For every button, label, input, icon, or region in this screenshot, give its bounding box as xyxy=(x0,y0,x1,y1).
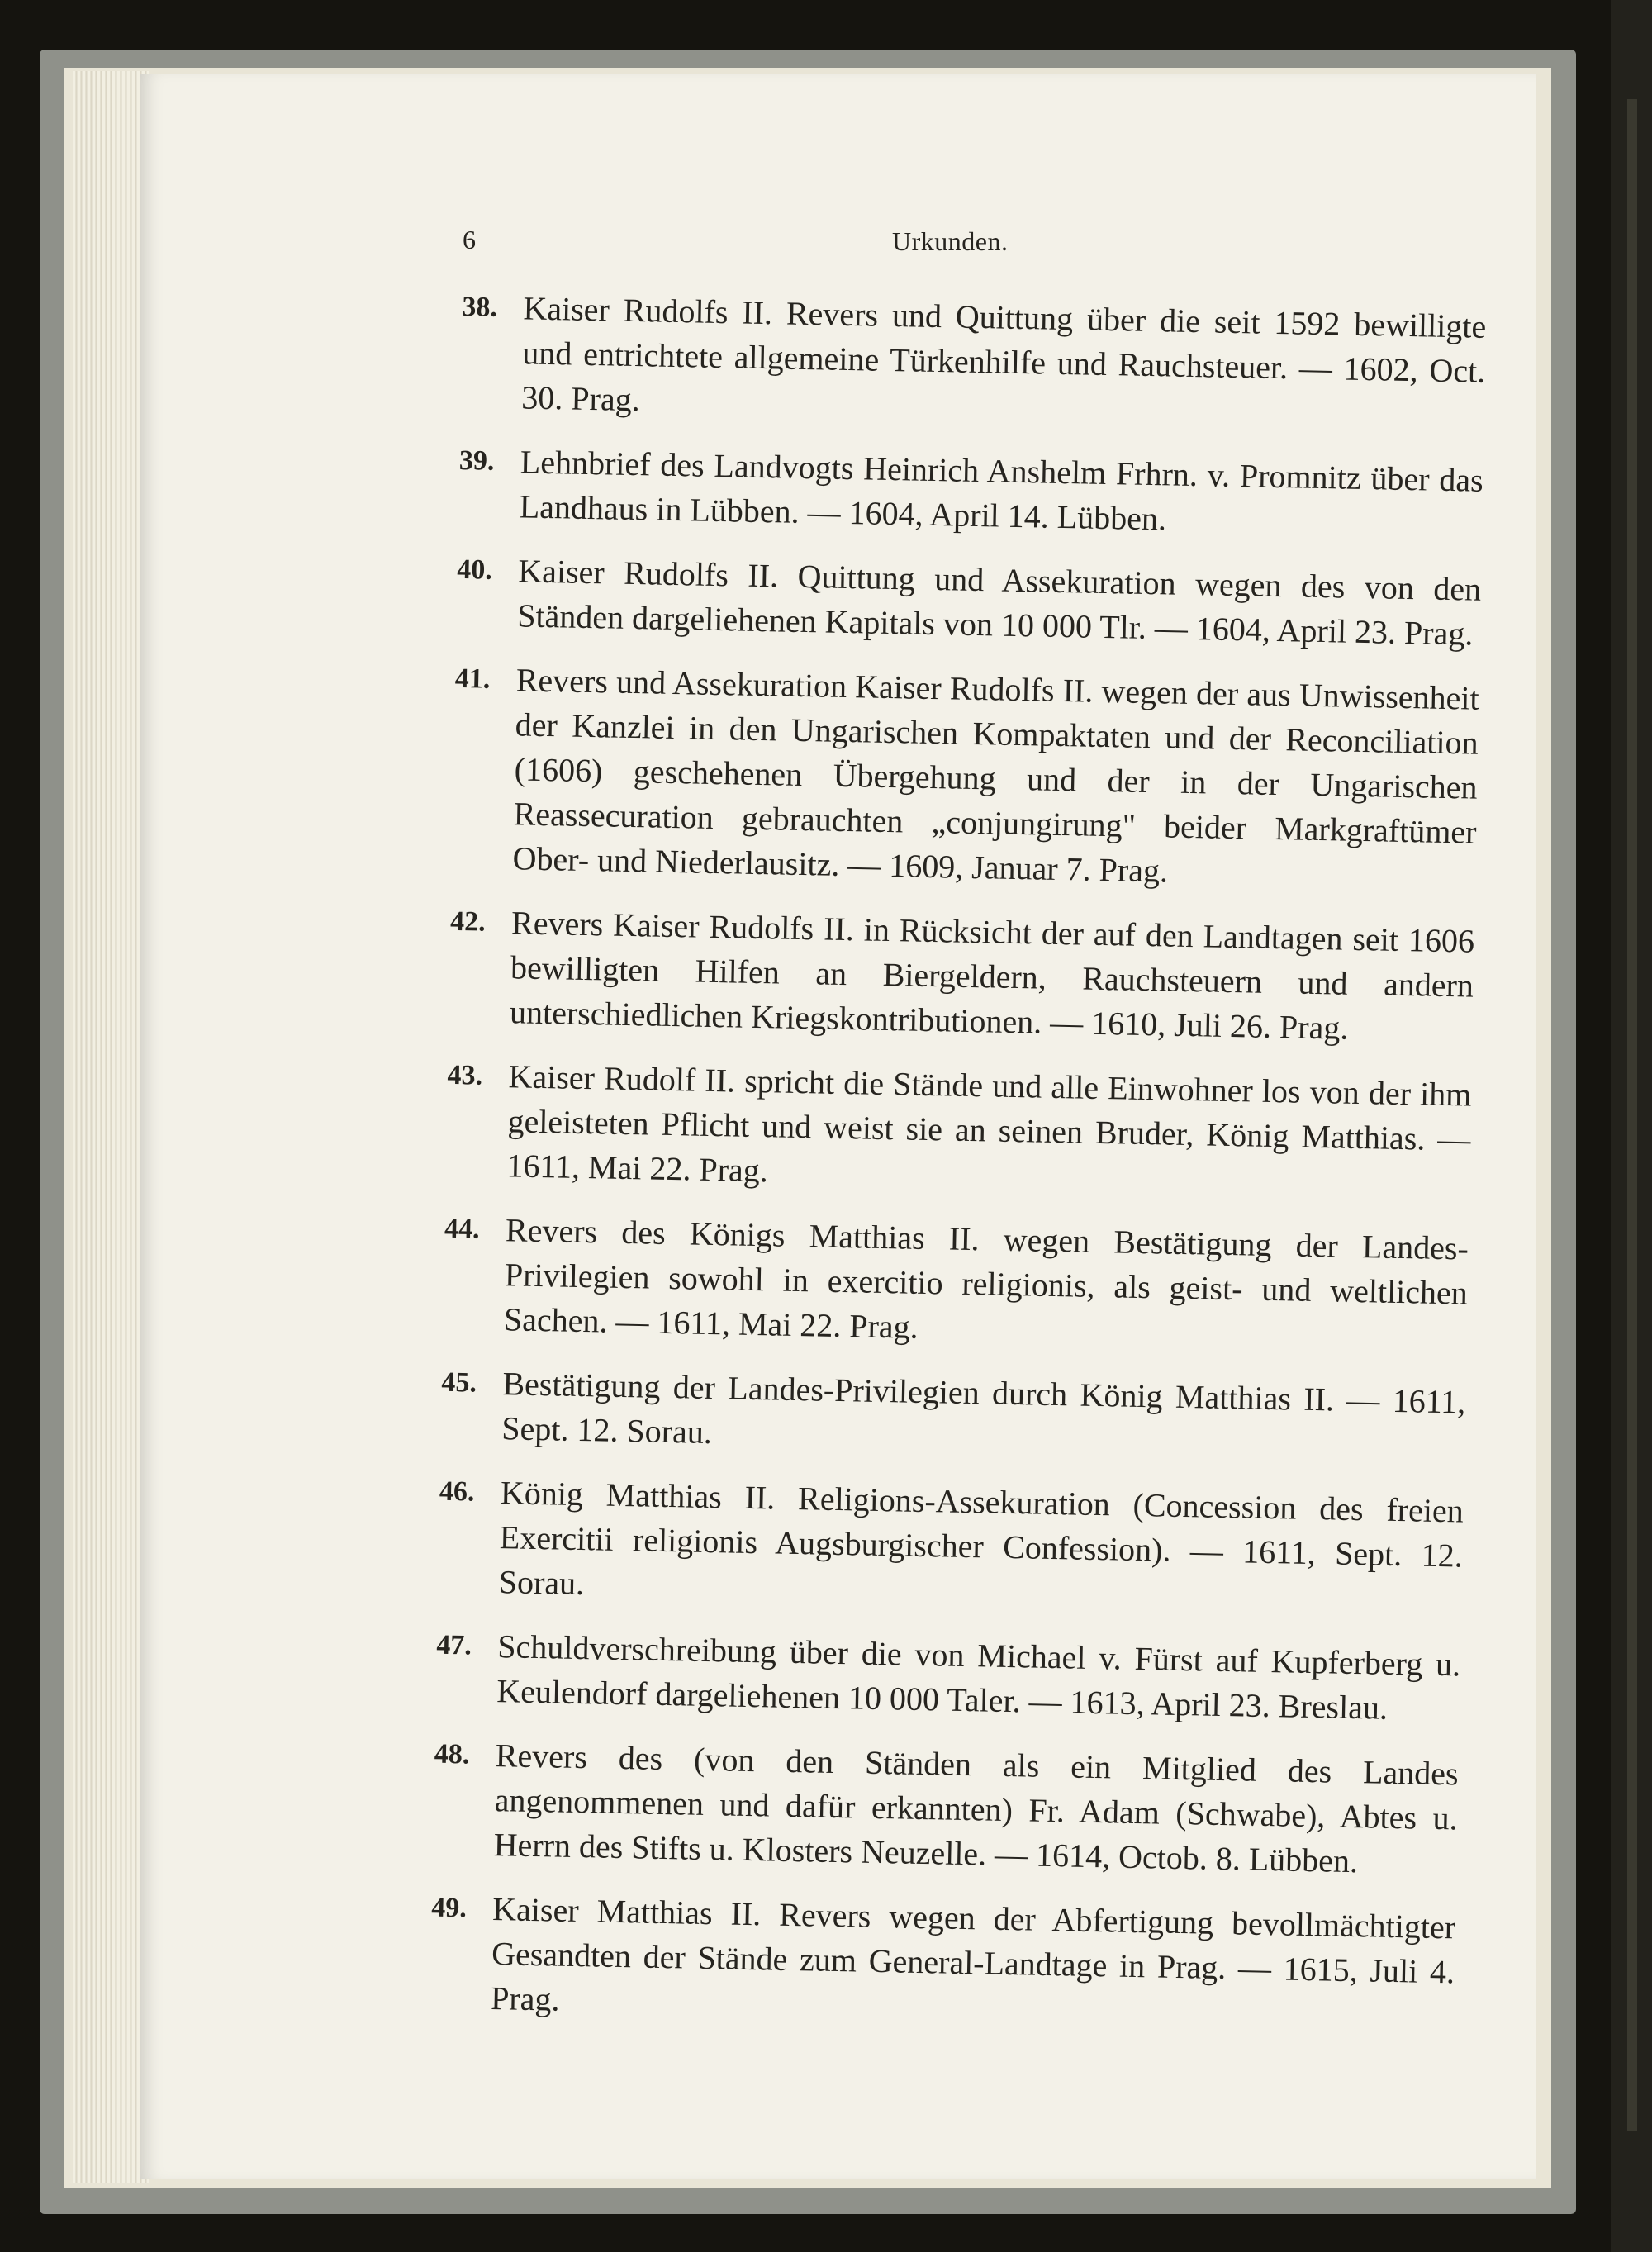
section-title: Urkunden. xyxy=(892,226,1009,256)
entry-number: 41. xyxy=(454,663,491,695)
page-number: 6 xyxy=(463,225,477,254)
entry-text: Lehnbrief des Landvogts Heinrich Anshelm Frhrn. v. Promnitz über das Landhaus in Lübben. — 1604, April 14. Lübben. xyxy=(519,443,1484,538)
entry-number: 43. xyxy=(447,1059,483,1091)
entry-text: Bestätigung der Landes-Privilegien durch König Matthias II. — 1611, Sept. 12. Sorau. xyxy=(501,1365,1466,1451)
entry-39 xyxy=(458,439,1483,548)
document-entry-list xyxy=(429,285,1487,2059)
entry-text: Schuldverschreibung über die von Michael v. Fürst auf Kupferberg u. Keulendorf dargeliehenen 10 000 Taler. — 1613, April 23. Breslau. xyxy=(496,1627,1461,1727)
entry-text: Revers und Assekuration Kaiser Rudolfs II. wegen der aus Unwissenheit der Kanzlei in den Ungarischen Kompaktaten und der Reconciliation (1606) geschehenen Übergehung und der in der Ungarischen Reassecuration gebrauchten „conjungirung" beider Markgraftümer Ober- und Niederlausitz. — 1609, Januar 7. Prag. xyxy=(512,661,1480,890)
facing-page-sliver xyxy=(1627,99,1637,2131)
entry-text: Revers des (von den Ständen als ein Mitglied des Landes angenommenen und dafür erkannten) Fr. Adam (Schwabe), Abtes u. Herrn des Stifts u. Klosters Neuzelle. — 1614, Octob. 8. Lübben. xyxy=(493,1737,1460,1880)
entry-number: 47. xyxy=(436,1629,472,1661)
entry-number: 40. xyxy=(457,553,493,586)
entry-text: Kaiser Rudolfs II. Quittung und Assekuration wegen des von den Ständen dargeliehenen Kapitals von 10 000 Tlr. — 1604, April 23. Prag. xyxy=(516,552,1482,653)
facing-page-edge xyxy=(1611,0,1652,2252)
entry-38 xyxy=(460,285,1487,439)
entry-47 xyxy=(435,1623,1461,1732)
entry-number: 45. xyxy=(441,1366,477,1399)
entry-number: 38. xyxy=(462,291,498,323)
entry-number: 49. xyxy=(430,1892,468,1924)
entry-text: Kaiser Rudolfs II. Revers und Quittung über die seit 1592 bewilligte und entrichtete allgemeine Türkenhilfe und Rauchsteuer. — 1602, Oct. 30. Prag. xyxy=(520,289,1487,419)
entry-48 xyxy=(432,1732,1459,1886)
entry-40 xyxy=(456,548,1482,657)
entry-46 xyxy=(437,1470,1464,1623)
entry-text: Kaiser Rudolf II. spricht die Stände und alle Einwohner los von der ihm geleisteten Pflicht und weist sie an seinen Bruder, König Matthias. — 1611, Mai 22. Prag. xyxy=(506,1057,1472,1190)
entry-42 xyxy=(449,900,1475,1053)
entry-text: Kaiser Matthias II. Revers wegen der Abfertigung bevollmächtigter Gesandten der Stände zum General-Landtage in Prag. — 1615, Juli 4. Prag. xyxy=(490,1890,1456,2018)
entry-number: 46. xyxy=(439,1475,475,1508)
entry-number: 44. xyxy=(444,1213,480,1245)
page-edges xyxy=(73,71,149,2183)
entry-number: 39. xyxy=(458,444,495,477)
entry-41 xyxy=(451,657,1479,900)
entry-45 xyxy=(440,1361,1466,1470)
entry-44 xyxy=(442,1207,1469,1361)
entry-number: 42. xyxy=(449,905,487,938)
entry-text: Revers des Königs Matthias II. wegen Bestätigung der Landes-Privilegien sowohl in exercitio religionis, als geist- und weltlichen Sachen. — 1611, Mai 22. Prag. xyxy=(503,1211,1469,1346)
entry-text: Revers Kaiser Rudolfs II. in Rücksicht der auf den Landtagen seit 1606 bewilligten Hilfen an Biergeldern, Rauchsteuern und andern unterschiedlichen Kriegskontributionen. — 1610, Juli 26. Prag. xyxy=(509,904,1475,1047)
entry-49 xyxy=(430,1886,1456,2040)
entry-number: 48. xyxy=(434,1738,470,1770)
entry-43 xyxy=(445,1053,1472,1207)
entry-text: König Matthias II. Religions-Assekuration (Concession des freien Exercitii religionis Augsburgischer Confession). — 1611, Sept. 12. Sorau. xyxy=(498,1474,1464,1603)
